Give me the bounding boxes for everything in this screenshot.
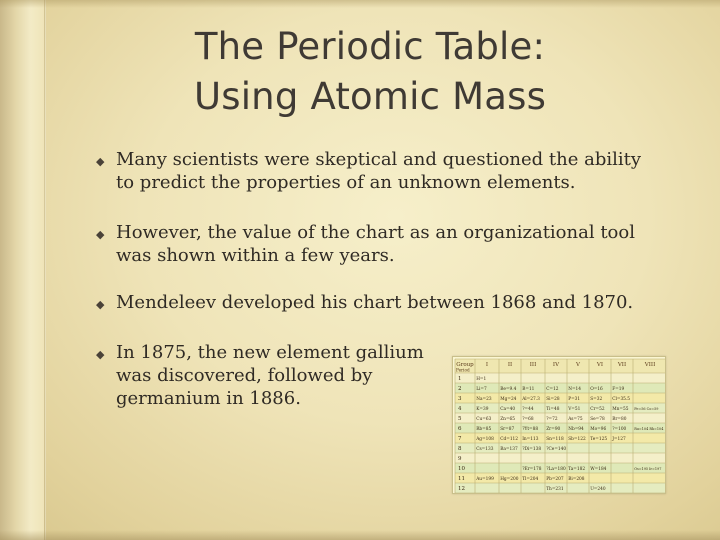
table-cell: ?=44 <box>522 407 534 412</box>
table-cell: Sb=122 <box>568 437 586 442</box>
table-cell: ?Ce=140 <box>546 447 567 452</box>
table-cell: Mn=55 <box>612 407 629 412</box>
table-cell: 2 <box>458 386 462 392</box>
table-cell: Tl=204 <box>522 477 539 482</box>
table-cell: Na=23 <box>476 397 492 402</box>
bullet-4-line-1: In 1875, the new element gallium <box>116 342 424 363</box>
table-cell: Te=125 <box>590 437 608 442</box>
table-header-cell: VI <box>596 362 604 368</box>
table-cell: Al=27.3 <box>522 397 540 402</box>
table-cell: Si=28 <box>546 397 560 402</box>
table-cell: ?Di=138 <box>522 447 542 452</box>
table-cell: Sr=87 <box>500 427 515 432</box>
bullet-marker-icon: ◆ <box>96 155 105 168</box>
bullet-marker-icon: ◆ <box>96 298 105 311</box>
table-cell: Ta=182 <box>568 467 586 472</box>
table-cell: 9 <box>458 456 462 462</box>
table-header-cell: IV <box>552 362 560 368</box>
table-cell: O=16 <box>590 387 603 392</box>
table-cell: Bi=208 <box>568 477 585 482</box>
table-cell: ?=100 <box>612 427 627 432</box>
table-cell: Cr=52 <box>590 407 605 412</box>
bullet-marker-icon: ◆ <box>96 228 105 241</box>
table-row-bg <box>455 373 665 383</box>
table-cell: Hg=200 <box>500 477 519 482</box>
table-header-cell: III <box>529 362 537 368</box>
table-cell: Zr=90 <box>546 427 561 432</box>
table-header-cell: II <box>507 362 513 368</box>
table-cell: Cd=112 <box>500 437 519 442</box>
table-cell: N=14 <box>568 387 582 392</box>
table-cell: 6 <box>458 426 462 432</box>
table-header-cell: I <box>485 362 489 368</box>
table-cell: ?=68 <box>522 417 534 422</box>
table-cell: Mg=24 <box>500 397 517 402</box>
table-cell: 5 <box>458 416 462 422</box>
table-cell: Li=7 <box>476 387 487 392</box>
table-cell: Cs=133 <box>476 447 494 452</box>
table-cell: ?Yt=88 <box>522 427 539 432</box>
table-cell: K=39 <box>476 407 489 412</box>
table-cell: W=184 <box>590 467 607 472</box>
bullet-3-line-1: Mendeleev developed his chart between 1868 and 1870. <box>116 292 634 313</box>
table-cell: 7 <box>458 436 462 442</box>
bullet-4-line-2: was discovered, followed by <box>116 365 373 386</box>
table-cell: 11 <box>458 476 465 482</box>
bullet-4-line-3: germanium in 1886. <box>116 388 301 409</box>
table-cell: 8 <box>458 446 462 452</box>
table-cell: 4 <box>458 406 462 412</box>
table-cell: Cu=63 <box>476 417 492 422</box>
table-cell: In=113 <box>522 437 539 442</box>
title-line-2: Using Atomic Mass <box>193 75 547 118</box>
table-cell: Zn=65 <box>500 417 516 422</box>
table-cell: Se=78 <box>590 417 605 422</box>
table-cell: U=240 <box>590 487 606 492</box>
mendeleev-periodic-table-image <box>452 356 666 494</box>
table-cell: Fe=56 Co=59 <box>634 407 659 411</box>
table-header-cell: VIII <box>644 362 656 368</box>
table-cell: Rb=85 <box>476 427 492 432</box>
title-line-1: The Periodic Table: <box>194 25 546 68</box>
table-cell: Nb=94 <box>568 427 584 432</box>
table-cell: F=19 <box>612 387 625 392</box>
table-cell: 3 <box>458 396 462 402</box>
table-period-label: Period <box>456 367 470 373</box>
spine-fold-line <box>44 0 46 540</box>
periodic-table-grid <box>453 357 665 493</box>
bullet-2-line-2: was shown within a few years. <box>116 245 395 266</box>
bullet-1-line-1: Many scientists were skeptical and questioned the ability <box>116 149 642 170</box>
table-cell: Ag=108 <box>476 437 494 442</box>
table-header-cell: V <box>576 362 580 368</box>
table-cell: H=1 <box>476 377 487 382</box>
table-cell: P=31 <box>568 397 581 402</box>
table-cell: Os=195 Ir=197 <box>634 467 662 471</box>
table-cell: 10 <box>458 466 465 472</box>
table-cell: Ru=104 Rh=104 <box>634 427 664 431</box>
table-cell: Ti=48 <box>546 407 560 412</box>
table-cell: Be=9.4 <box>500 387 517 392</box>
table-cell: J=127 <box>612 437 626 442</box>
table-cell: ?=72 <box>546 417 558 422</box>
table-cell: Sn=118 <box>546 437 564 442</box>
table-cell: S=32 <box>590 397 603 402</box>
table-cell: Ba=137 <box>500 447 518 452</box>
table-cell: Ca=40 <box>500 407 516 412</box>
slide-title <box>80 22 660 122</box>
bullet-2-line-1: However, the value of the chart as an organizational tool <box>116 222 635 243</box>
table-cell: 12 <box>458 486 465 492</box>
table-cell: ?Er=178 <box>522 467 542 472</box>
table-cell: Th=231 <box>546 487 564 492</box>
table-cell: Au=199 <box>476 477 494 482</box>
table-cell: As=75 <box>568 417 583 422</box>
bullet-marker-icon: ◆ <box>96 348 105 361</box>
table-row-bg <box>455 453 665 463</box>
table-cell: Cl=35.5 <box>612 397 631 402</box>
page-edge-top <box>0 0 720 8</box>
table-cell: C=12 <box>546 387 559 392</box>
table-cell: Mo=96 <box>590 427 607 432</box>
table-header-cell: VII <box>617 362 627 368</box>
table-cell: B=11 <box>522 387 535 392</box>
table-header-cell: Group <box>456 362 474 368</box>
table-cell: 1 <box>458 376 462 382</box>
bullet-1-line-2: to predict the properties of an unknown elements. <box>116 172 576 193</box>
book-spine <box>0 0 44 540</box>
page-edge-bottom <box>0 530 720 540</box>
table-cell: Br=80 <box>612 417 627 422</box>
table-cell: Pb=207 <box>546 477 564 482</box>
table-cell: V=51 <box>568 407 581 412</box>
table-cell: ?La=180 <box>546 467 566 472</box>
